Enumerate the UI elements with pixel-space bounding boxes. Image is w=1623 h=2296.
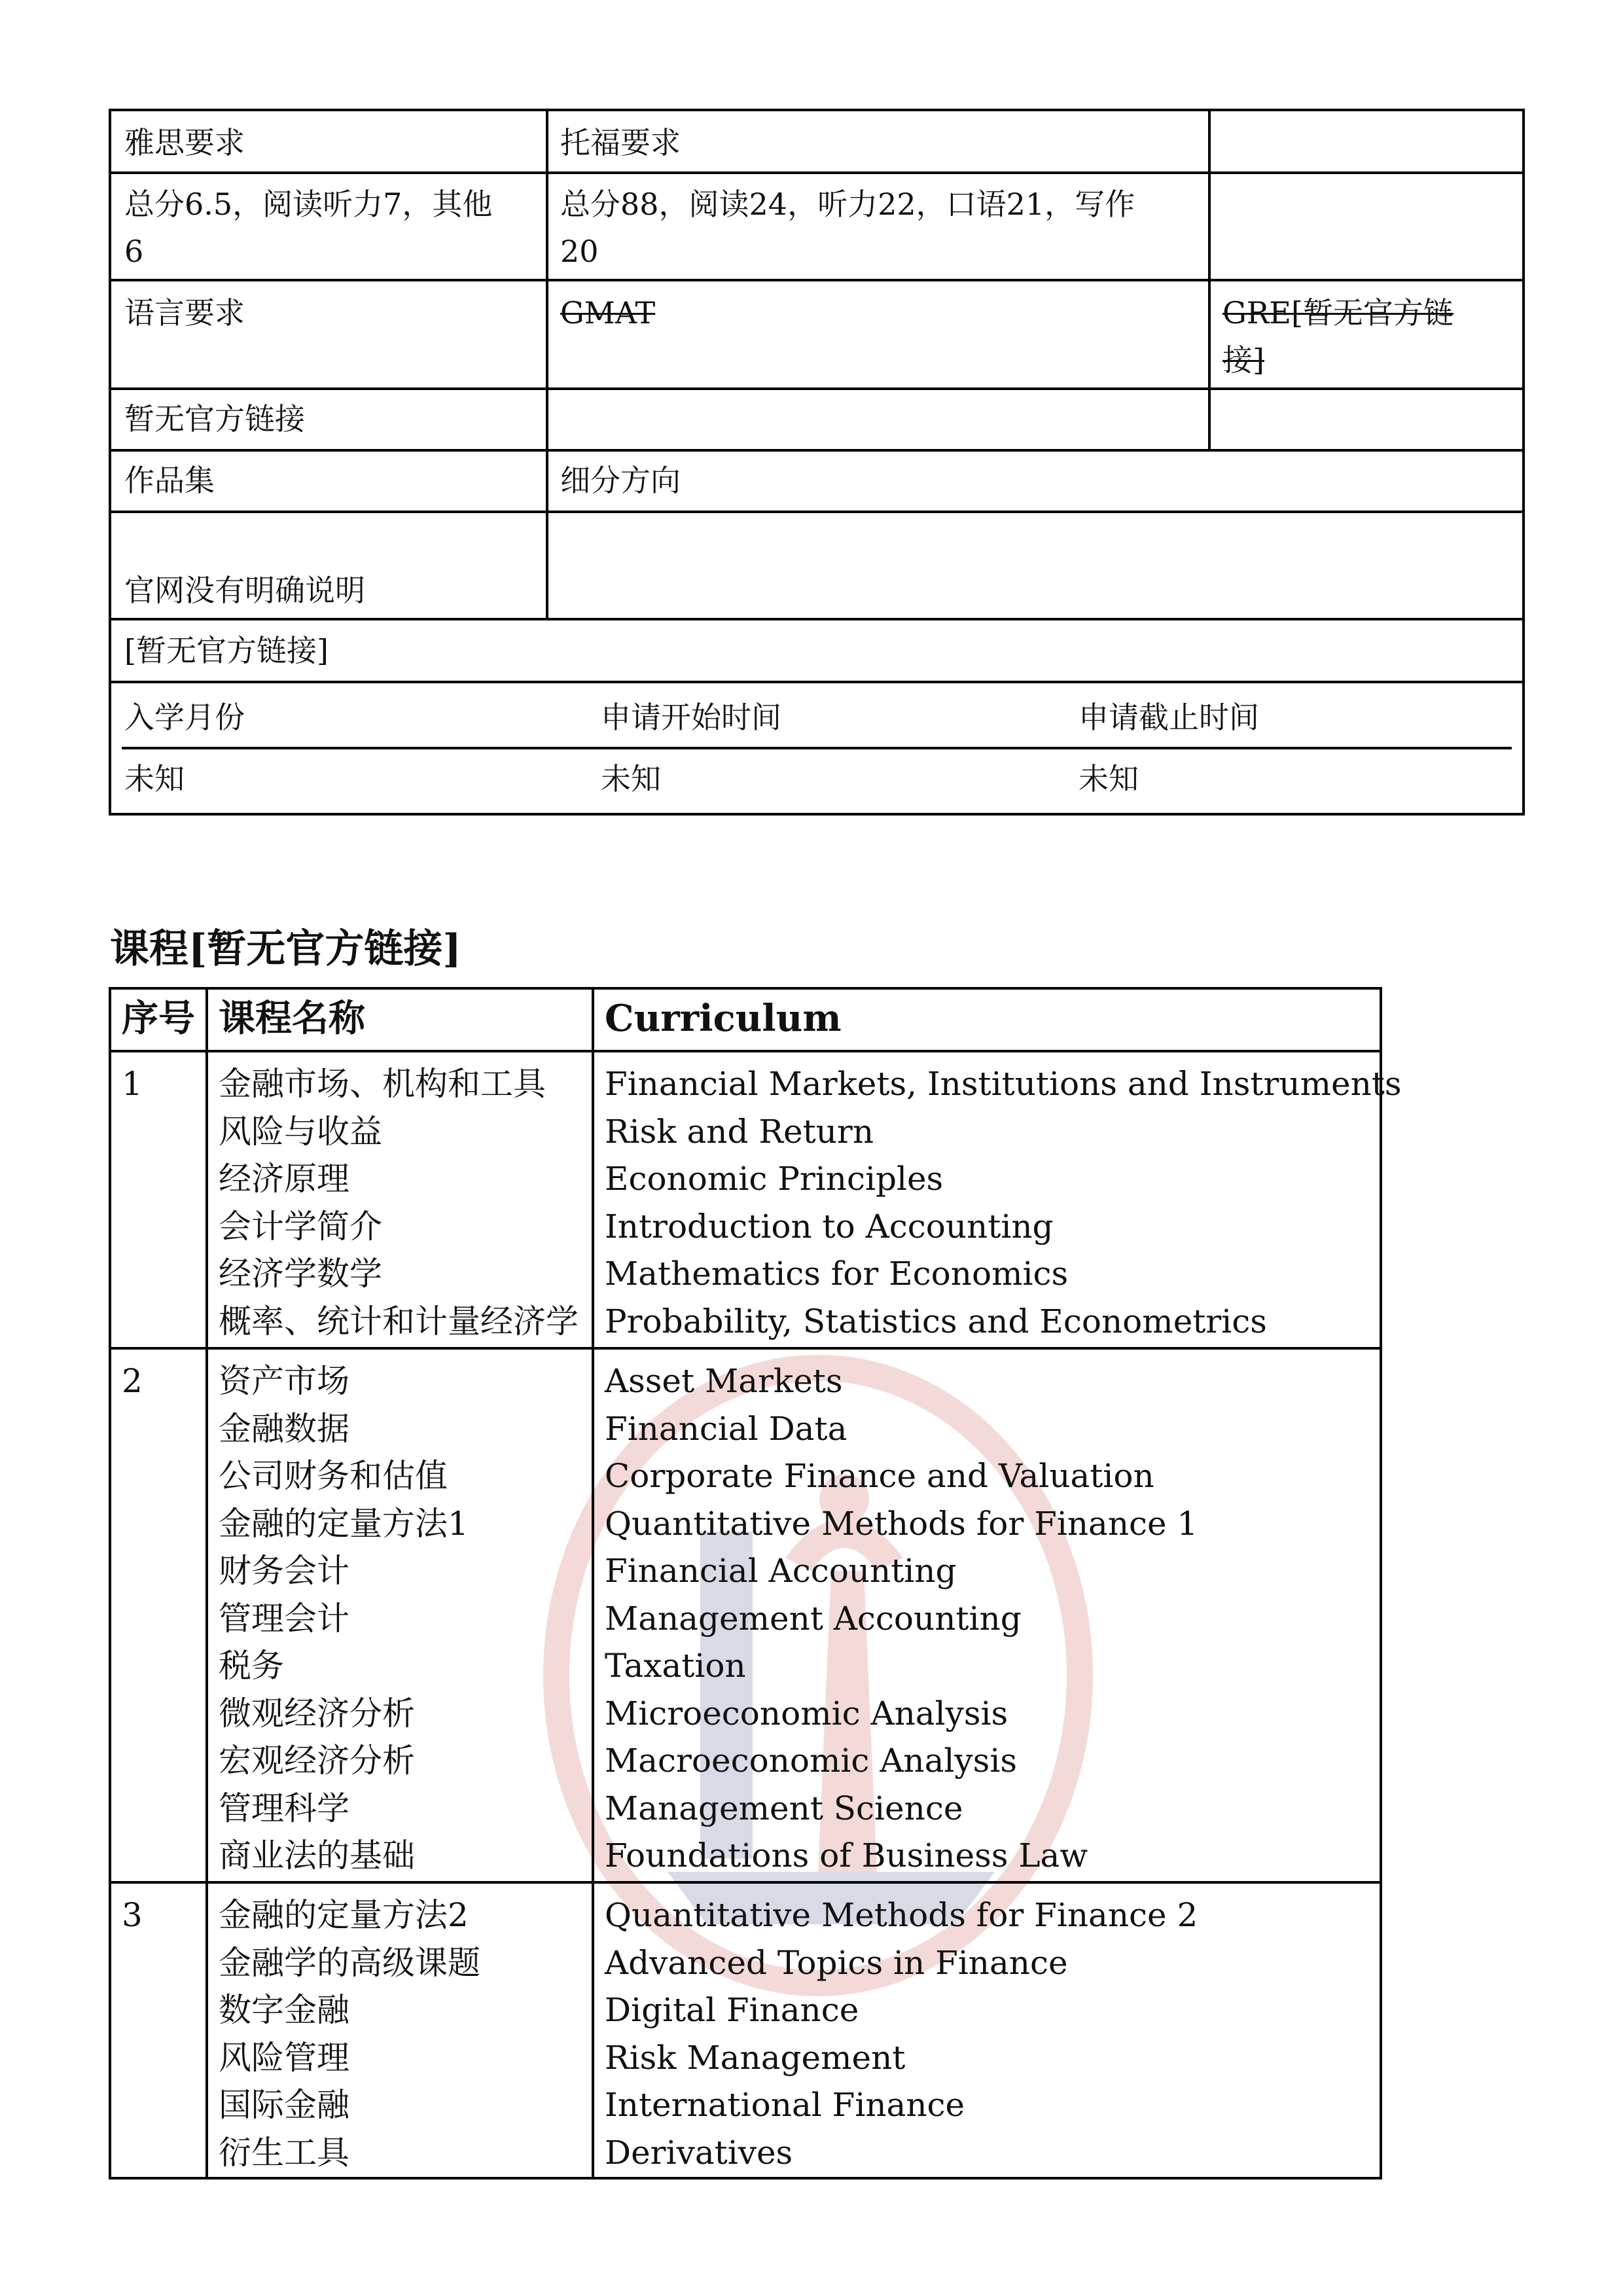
application-deadline-value: 未知 [1079, 761, 1139, 797]
row-3-courses-en: Quantitative Methods for Finance 2 Advanced Topics in Finance Digital Finance Risk Management International Finance Derivatives [605, 1896, 1198, 2172]
application-start-header: 申请开始时间 [601, 700, 781, 735]
header-index: 序号 [122, 997, 195, 1040]
col-divider [592, 987, 594, 2179]
gre-label: GRE[暂无官方链 [1222, 295, 1454, 331]
header-curriculum: Curriculum [605, 997, 842, 1040]
row-divider [109, 1881, 1382, 1884]
direction-label: 细分方向 [560, 463, 681, 498]
row-divider [109, 681, 1525, 683]
no-link-text: 暂无官方链接 [124, 401, 305, 437]
row-divider [109, 618, 1525, 620]
row-divider [109, 1347, 1382, 1350]
intake-month-value: 未知 [124, 761, 185, 797]
col-divider [1208, 109, 1211, 450]
language-label: 语言要求 [124, 295, 245, 331]
no-link-bracket-text: [暂无官方链接] [124, 633, 329, 668]
application-deadline-header: 申请截止时间 [1079, 700, 1259, 735]
col-divider [205, 987, 208, 2179]
ielts-value-cont: 6 [124, 234, 144, 269]
toefl-value-cont: 20 [560, 234, 599, 269]
row-1-courses-en: Financial Markets, Institutions and Instruments Risk and Return Economic Principles Introduction to Accounting Mathematics for Economics Probability, Statistics and Econometrics [605, 1065, 1402, 1340]
gmat-label: GMAT [560, 295, 656, 331]
intake-month-header: 入学月份 [124, 700, 245, 735]
row-divider [109, 279, 1525, 281]
col-divider [546, 109, 548, 619]
row-2-courses-en: Asset Markets Financial Data Corporate Finance and Valuation Quantitative Methods for Finance 1 Financial Accounting Management Accounting Taxation Microeconomic Analysis Macroeconomic Analysis Management Science Foundations of Business Law [605, 1362, 1198, 1874]
course-section-title: 课程[暂无官方链接] [110, 926, 461, 972]
row-3-number: 3 [122, 1896, 143, 1934]
header-divider [109, 1050, 1382, 1052]
ielts-value: 总分6.5，阅读听力7，其他 [124, 187, 493, 222]
ielts-label: 雅思要求 [124, 125, 245, 160]
toefl-label: 托福要求 [560, 125, 681, 160]
toefl-value: 总分88，阅读24，听力22，口语21，写作 [560, 187, 1135, 222]
no-statement-text: 官网没有明确说明 [124, 573, 365, 608]
dates-divider [122, 747, 1512, 749]
row-divider [109, 171, 1525, 174]
header-course-name: 课程名称 [219, 997, 365, 1040]
row-1-number: 1 [122, 1065, 143, 1103]
row-divider [109, 449, 1525, 452]
portfolio-label: 作品集 [124, 463, 215, 498]
row-3-courses-cn: 金融的定量方法2 金融学的高级课题 数字金融 风险管理 国际金融 衍生工具 [219, 1896, 480, 2172]
application-start-value: 未知 [601, 761, 661, 797]
row-1-courses-cn: 金融市场、机构和工具 风险与收益 经济原理 会计学简介 经济学数学 概率、统计和计量经济学 [219, 1065, 579, 1340]
gre-label-cont: 接] [1222, 342, 1264, 378]
row-2-courses-cn: 资产市场 金融数据 公司财务和估值 金融的定量方法1 财务会计 管理会计 税务 微观经济分析 宏观经济分析 管理科学 商业法的基础 [219, 1362, 469, 1874]
row-2-number: 2 [122, 1362, 143, 1400]
row-divider [109, 387, 1525, 390]
row-divider [109, 511, 1525, 513]
